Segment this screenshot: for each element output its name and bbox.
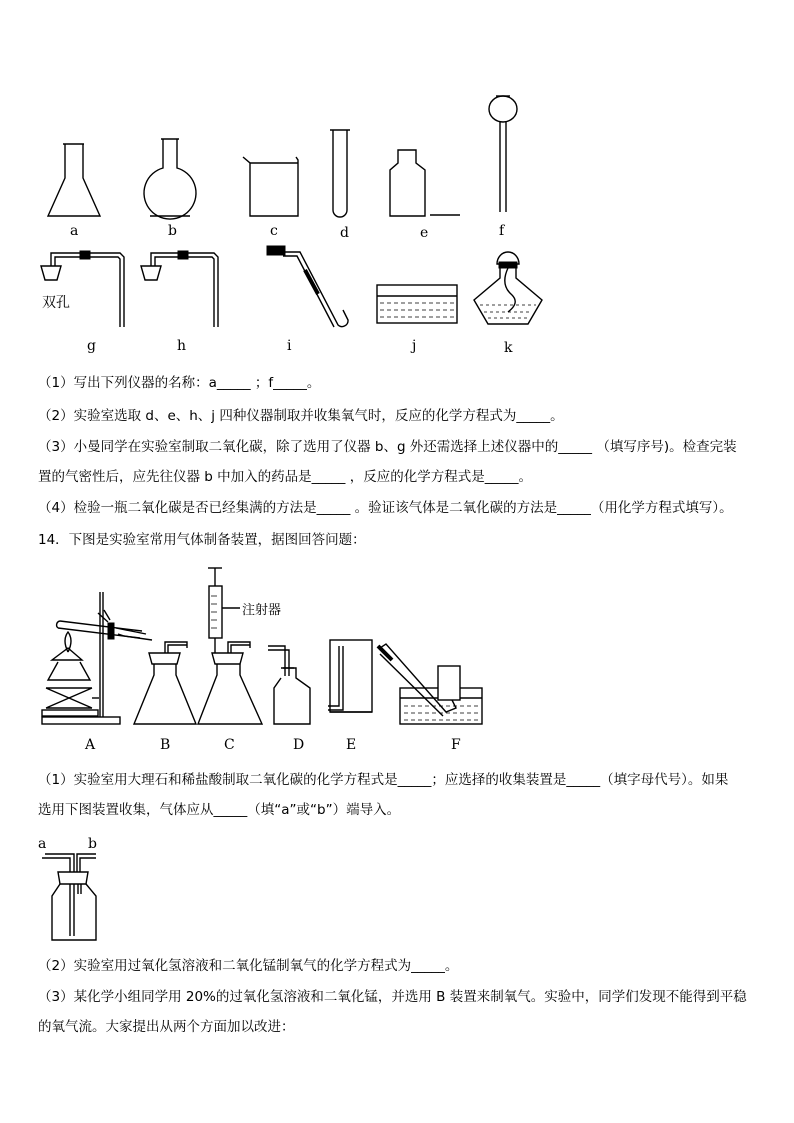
bottle-label-a: a	[38, 836, 47, 852]
q14-part3-line2: 的氧气流。大家提出从两个方面加以改进：	[38, 1019, 295, 1035]
flask-apparatus-B	[134, 642, 196, 724]
q14-title: 14．下图是实验室常用气体制备装置，据图回答问题：	[38, 532, 366, 548]
label-B: B	[160, 737, 171, 753]
label-C: C	[224, 737, 235, 753]
label-E: E	[346, 737, 357, 753]
bottle-label-b: b	[88, 836, 97, 852]
q14-part2: （2）实验室用过氧化氢溶液和二氧化锰制氧气的化学方程式为_____。	[38, 958, 459, 974]
double-hole-label: 双孔	[42, 295, 70, 311]
flask-apparatus-C	[198, 568, 262, 724]
label-j: j	[412, 338, 417, 354]
q14-part1-line2: 选用下图装置收集，气体应从_____（填“a”或“b”）端导入。	[38, 802, 401, 818]
label-b: b	[168, 223, 177, 239]
q14-part3-line1: （3）某化学小组同学用 20%的过氧化氢溶液和二氧化锰，并选用 B 装置来制氧气。实验中，同学们发现不能得到平稳	[38, 989, 747, 1005]
water-trough-F	[378, 644, 482, 724]
label-h: h	[177, 338, 187, 354]
label-f: f	[499, 223, 505, 239]
q13-part3-line1: （3）小曼同学在实验室制取二氧化碳，除了选用了仪器 b、g 外还需选择上述仪器中的_____ （填写序号)。检查完装	[38, 439, 737, 455]
label-a: a	[70, 223, 79, 239]
label-k: k	[504, 340, 513, 356]
q13-part1: （1）写出下列仪器的名称：a_____ ；f_____。	[38, 375, 321, 391]
q13-part2: （2）实验室选取 d、e、h、j 四种仪器制取并收集氧气时，反应的化学方程式为_____。	[38, 408, 564, 424]
collection-bottle-ab	[42, 854, 96, 940]
bottle-apparatus-D	[268, 646, 310, 724]
label-d: d	[340, 225, 349, 241]
q13-part4: （4）检验一瓶二氧化碳是否已经集满的方法是_____ 。验证该气体是二氧化碳的方法是_____（用化学方程式填写）。	[38, 500, 733, 516]
label-g: g	[87, 338, 96, 354]
q13-part3-line2: 置的气密性后，应先往仪器 b 中加入的药品是_____ ，反应的化学方程式是_____。	[38, 469, 532, 485]
heating-apparatus-A	[42, 592, 152, 724]
q14-part1-line1: （1）实验室用大理石和稀盐酸制取二氧化碳的化学方程式是_____；应选择的收集装置是_____（填字母代号）。如果	[38, 772, 729, 788]
inverted-bottle-E	[328, 640, 372, 712]
label-e: e	[420, 225, 429, 241]
label-D: D	[293, 737, 305, 753]
syringe-label: 注射器	[242, 603, 282, 618]
label-c: c	[270, 223, 278, 239]
label-A: A	[85, 737, 96, 753]
label-F: F	[451, 737, 461, 753]
label-i: i	[287, 338, 292, 354]
